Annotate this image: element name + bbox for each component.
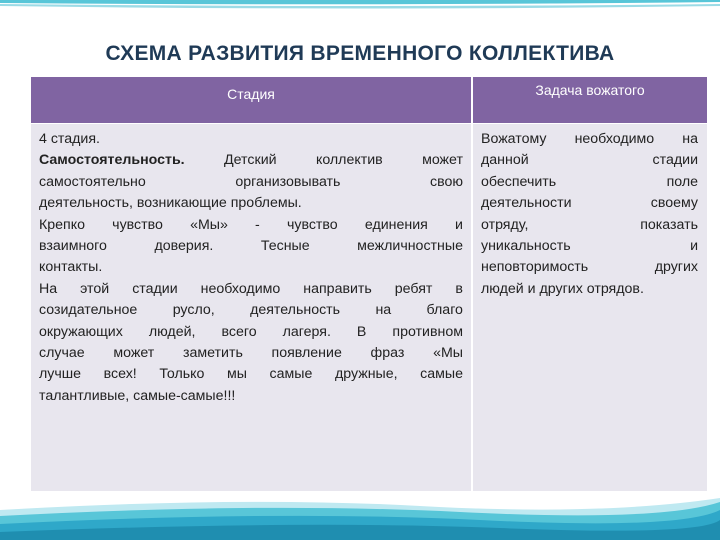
header-task-label: Задача вожатого [535,82,645,98]
text-word: данной [481,152,529,169]
text-line [39,193,463,214]
text-line [39,172,463,193]
text-word: «Мы [433,345,463,362]
text-word: Тесные [260,238,310,255]
text-word: лучше [39,366,82,383]
text-word: созидательное [39,302,138,319]
text-word: Самостоятельность. [39,152,185,169]
text-word: На [39,280,58,297]
text-word: заметить [182,345,243,362]
text-word: самостоятельно [39,173,146,190]
text-line [39,279,463,300]
text-word: на [375,302,392,319]
text-word: В [356,323,367,340]
text-word: Только [159,366,205,383]
text-word: фраз [370,345,405,362]
text-word: межличностные [357,238,463,255]
text-word: обеспечить [481,173,557,190]
text-word: и [454,216,463,233]
text-word: всех! [103,366,137,383]
text-line [481,129,698,150]
header-stage [31,77,471,123]
text-word: может [113,345,155,362]
text-word: свою [429,173,463,190]
text-word: деятельность [250,302,341,319]
text-word: дружные, [334,366,398,383]
text-word: талантливые, самые-самые!!! [39,387,236,404]
text-word: самые [420,366,463,383]
text-word: единения [364,216,428,233]
text-word: появление [271,345,342,362]
text-word: случае [39,345,85,362]
text-word: своему [650,195,698,212]
text-word: других [654,259,698,276]
stage-description-cell [31,124,471,491]
text-word: и [690,238,698,255]
text-word: направить [303,280,372,297]
text-word: необходимо [574,131,655,147]
stages-table [31,77,707,491]
text-word: Детский [224,152,277,169]
counselor-task-cell [473,124,707,491]
text-word: уникальность [481,238,571,255]
text-word: стадии [132,280,178,297]
text-line [481,193,698,214]
text-line [39,386,463,407]
text-line [39,364,463,385]
text-word: чувство [286,216,338,233]
text-word: Крепко [39,216,85,233]
text-word: в [455,280,463,297]
text-word: ребят [394,280,433,297]
top-decorative-stripes [0,0,720,12]
text-word: отряду, [481,216,529,233]
text-word: 4 стадия. [39,131,100,147]
text-word: - [255,216,260,233]
text-word: самые [269,366,313,383]
text-word: поле [666,173,698,190]
text-line [481,257,698,278]
text-word: показать [640,216,698,233]
text-word: стадии [652,152,698,169]
text-word: деятельность, возникающие проблемы. [39,195,302,212]
text-line [481,172,698,193]
page-title: СХЕМА РАЗВИТИЯ ВРЕМЕННОГО КОЛЛЕКТИВА [105,42,615,65]
text-word: неповторимость [481,259,589,276]
text-line [481,279,698,300]
text-word: может [422,152,463,169]
text-word: мы [226,366,247,383]
text-word: контакты. [39,259,103,276]
text-word: организовывать [235,173,341,190]
text-line [39,150,463,171]
text-word: коллектив [315,152,383,169]
text-line [39,129,463,150]
text-line [39,322,463,343]
text-line [481,150,698,171]
text-line [39,300,463,321]
text-word: всего [221,323,257,340]
text-word: взаимного [39,238,107,255]
text-word: людей, [148,323,196,340]
text-word: «Мы» [190,216,228,233]
text-line [39,215,463,236]
text-line [39,236,463,257]
text-word: людей и других отрядов. [481,280,644,297]
text-word: лагеря. [282,323,331,340]
text-word: деятельности [481,195,572,212]
text-word: доверия. [154,238,214,255]
text-word: необходимо [200,280,281,297]
text-word: благо [426,302,463,319]
text-word: чувство [112,216,163,233]
text-word: русло, [172,302,215,319]
text-word: противном [392,323,463,340]
text-word: на [682,131,698,147]
text-line [39,257,463,278]
text-line [39,343,463,364]
text-line [481,236,698,257]
header-task [473,77,707,123]
header-stage-label: Стадия [227,86,275,102]
text-word: этой [80,280,110,297]
text-line [481,215,698,236]
bottom-decorative-waves [0,492,720,540]
text-word: окружающих [39,323,123,340]
text-word: Вожатому [481,131,547,147]
